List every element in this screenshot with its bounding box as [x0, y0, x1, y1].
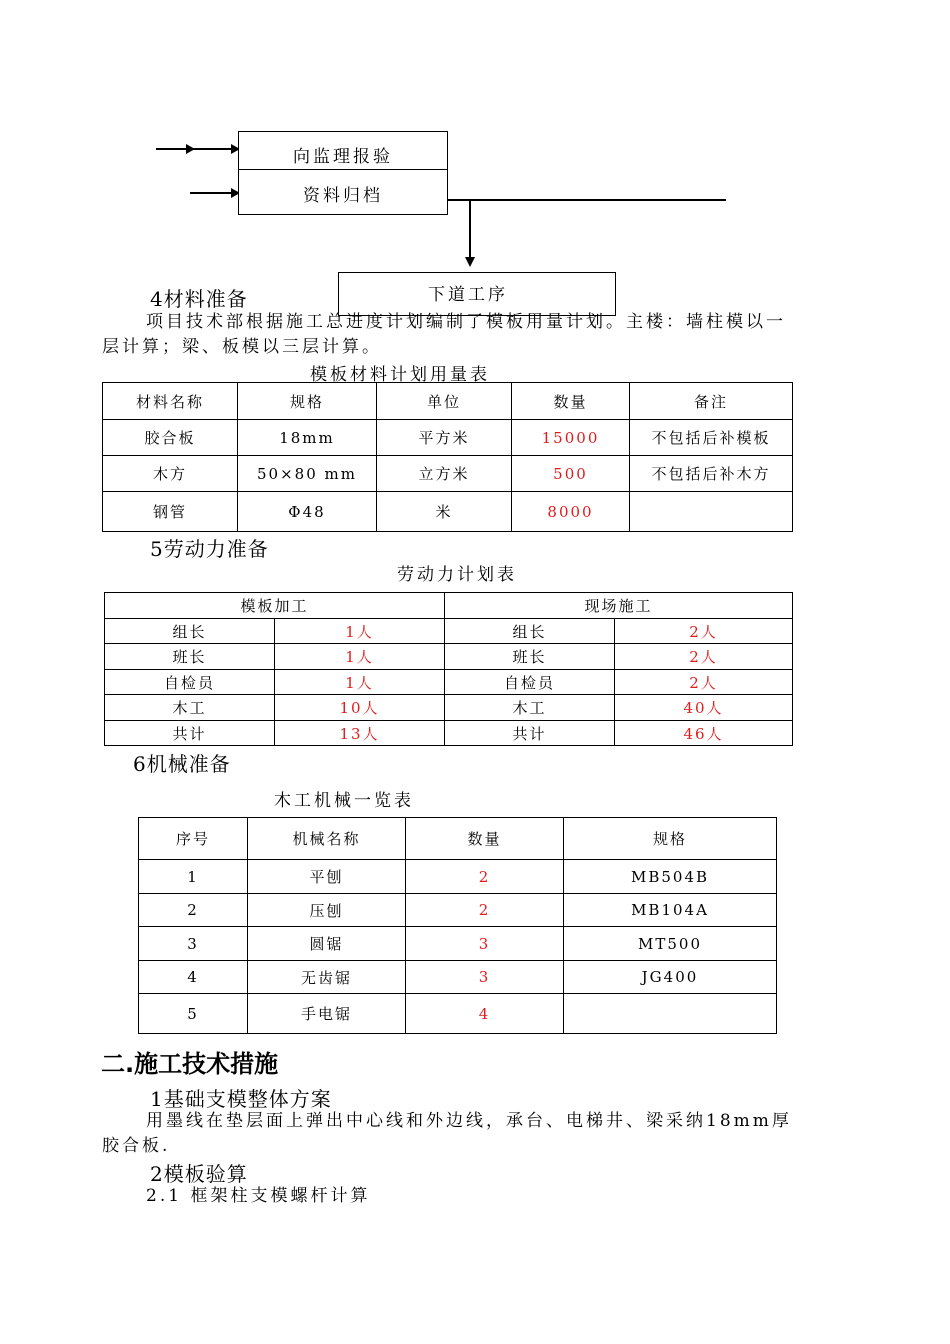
flow-connector-line [448, 199, 726, 201]
machinery-cell [564, 994, 777, 1034]
machinery-cell: 3 [139, 927, 248, 961]
machinery-cell: 5 [139, 994, 248, 1034]
flow-box-archive-label: 资料归档 [303, 186, 383, 206]
materials-table [102, 382, 793, 532]
machinery-cell: 圆锯 [248, 927, 406, 961]
materials-header: 备注 [630, 383, 793, 420]
materials-quantity: 500 [512, 456, 630, 492]
flow-arrowhead [186, 144, 195, 154]
flow-arrow-line [190, 192, 232, 194]
machinery-cell: 手电锯 [248, 994, 406, 1034]
materials-cell [630, 492, 793, 532]
labor-group-header: 现场施工 [445, 593, 793, 619]
table-row [139, 961, 777, 994]
machinery-quantity: 2 [406, 860, 564, 894]
labor-count: 2人 [615, 619, 793, 644]
labor-count: 46人 [615, 721, 793, 746]
labor-cell: 共计 [105, 721, 275, 746]
materials-cell: 不包括后补模板 [630, 420, 793, 456]
labor-count: 10人 [275, 695, 445, 721]
machinery-cell: MT500 [564, 927, 777, 961]
machinery-cell: MB104A [564, 894, 777, 927]
labor-count: 13人 [275, 721, 445, 746]
materials-cell: 平方米 [377, 420, 512, 456]
table-row [103, 420, 793, 456]
materials-cell: 钢管 [103, 492, 238, 532]
materials-cell: 18mm [238, 420, 377, 456]
labor-cell: 木工 [105, 695, 275, 721]
table-row [105, 695, 793, 721]
machinery-header: 数量 [406, 818, 564, 860]
table-row [103, 456, 793, 492]
machinery-quantity: 3 [406, 961, 564, 994]
part2-heading: 二.施工技术措施 [101, 1050, 279, 1078]
labor-cell: 自检员 [105, 670, 275, 695]
labor-table [104, 592, 793, 746]
part2-sub2-heading: 2模板验算 [150, 1162, 248, 1186]
labor-table-title: 劳动力计划表 [397, 565, 517, 585]
materials-header: 规格 [238, 383, 377, 420]
machinery-cell: MB504B [564, 860, 777, 894]
labor-cell: 班长 [445, 644, 615, 670]
materials-cell: 米 [377, 492, 512, 532]
materials-cell: 立方米 [377, 456, 512, 492]
section6-heading: 6机械准备 [133, 752, 231, 776]
table-row [139, 860, 777, 894]
materials-cell: 木方 [103, 456, 238, 492]
materials-quantity: 15000 [512, 420, 630, 456]
machinery-cell: 压刨 [248, 894, 406, 927]
labor-count: 1人 [275, 670, 445, 695]
flow-box-report-label: 向监理报验 [293, 147, 393, 167]
labor-cell: 木工 [445, 695, 615, 721]
machinery-header: 规格 [564, 818, 777, 860]
materials-cell: 胶合板 [103, 420, 238, 456]
labor-count: 40人 [615, 695, 793, 721]
machinery-table-title: 木工机械一览表 [274, 791, 414, 811]
part2-sub2-1: 2.1 框架柱支模螺杆计算 [146, 1186, 371, 1206]
machinery-quantity: 2 [406, 894, 564, 927]
table-row [139, 994, 777, 1034]
table-row [103, 492, 793, 532]
table-row [105, 721, 793, 746]
labor-cell: 班长 [105, 644, 275, 670]
labor-cell: 自检员 [445, 670, 615, 695]
table-row [105, 644, 793, 670]
section4-paragraph-line2: 层计算；梁、板模以三层计算。 [102, 337, 382, 357]
machinery-quantity: 3 [406, 927, 564, 961]
machinery-header: 机械名称 [248, 818, 406, 860]
flow-box-next-label: 下道工序 [428, 285, 508, 305]
machinery-quantity: 4 [406, 994, 564, 1034]
labor-group-header: 模板加工 [105, 593, 445, 619]
section4-paragraph-line1: 项目技术部根据施工总进度计划编制了模板用量计划。主楼：墙柱模以一 [146, 312, 786, 332]
materials-cell: 50×80 mm [238, 456, 377, 492]
labor-cell: 共计 [445, 721, 615, 746]
labor-cell: 组长 [105, 619, 275, 644]
table-row [105, 670, 793, 695]
labor-count: 2人 [615, 644, 793, 670]
labor-cell: 组长 [445, 619, 615, 644]
table-row [139, 894, 777, 927]
table-row [105, 619, 793, 644]
materials-header: 单位 [377, 383, 512, 420]
machinery-header: 序号 [139, 818, 248, 860]
flow-connector-line [469, 199, 471, 259]
machinery-cell: 4 [139, 961, 248, 994]
labor-count: 2人 [615, 670, 793, 695]
labor-count: 1人 [275, 644, 445, 670]
materials-cell: 不包括后补木方 [630, 456, 793, 492]
materials-header: 数量 [512, 383, 630, 420]
table-row [139, 927, 777, 961]
materials-header: 材料名称 [103, 383, 238, 420]
materials-table-title: 模板材料计划用量表 [310, 365, 490, 385]
flow-arrowhead [465, 257, 475, 267]
section4-heading: 4材料准备 [150, 287, 248, 311]
machinery-cell: JG400 [564, 961, 777, 994]
machinery-cell: 平刨 [248, 860, 406, 894]
part2-sub1-heading: 1基础支模整体方案 [150, 1087, 332, 1111]
machinery-cell: 2 [139, 894, 248, 927]
part2-sub1-line2: 胶合板. [102, 1136, 171, 1156]
section5-heading: 5劳动力准备 [150, 537, 269, 561]
machinery-cell: 无齿锯 [248, 961, 406, 994]
machinery-cell: 1 [139, 860, 248, 894]
part2-sub1-line1: 用墨线在垫层面上弹出中心线和外边线，承台、电梯井、梁采纳18mm厚 [146, 1111, 792, 1131]
materials-cell: Φ48 [238, 492, 377, 532]
machinery-table [138, 817, 777, 1034]
labor-count: 1人 [275, 619, 445, 644]
materials-quantity: 8000 [512, 492, 630, 532]
